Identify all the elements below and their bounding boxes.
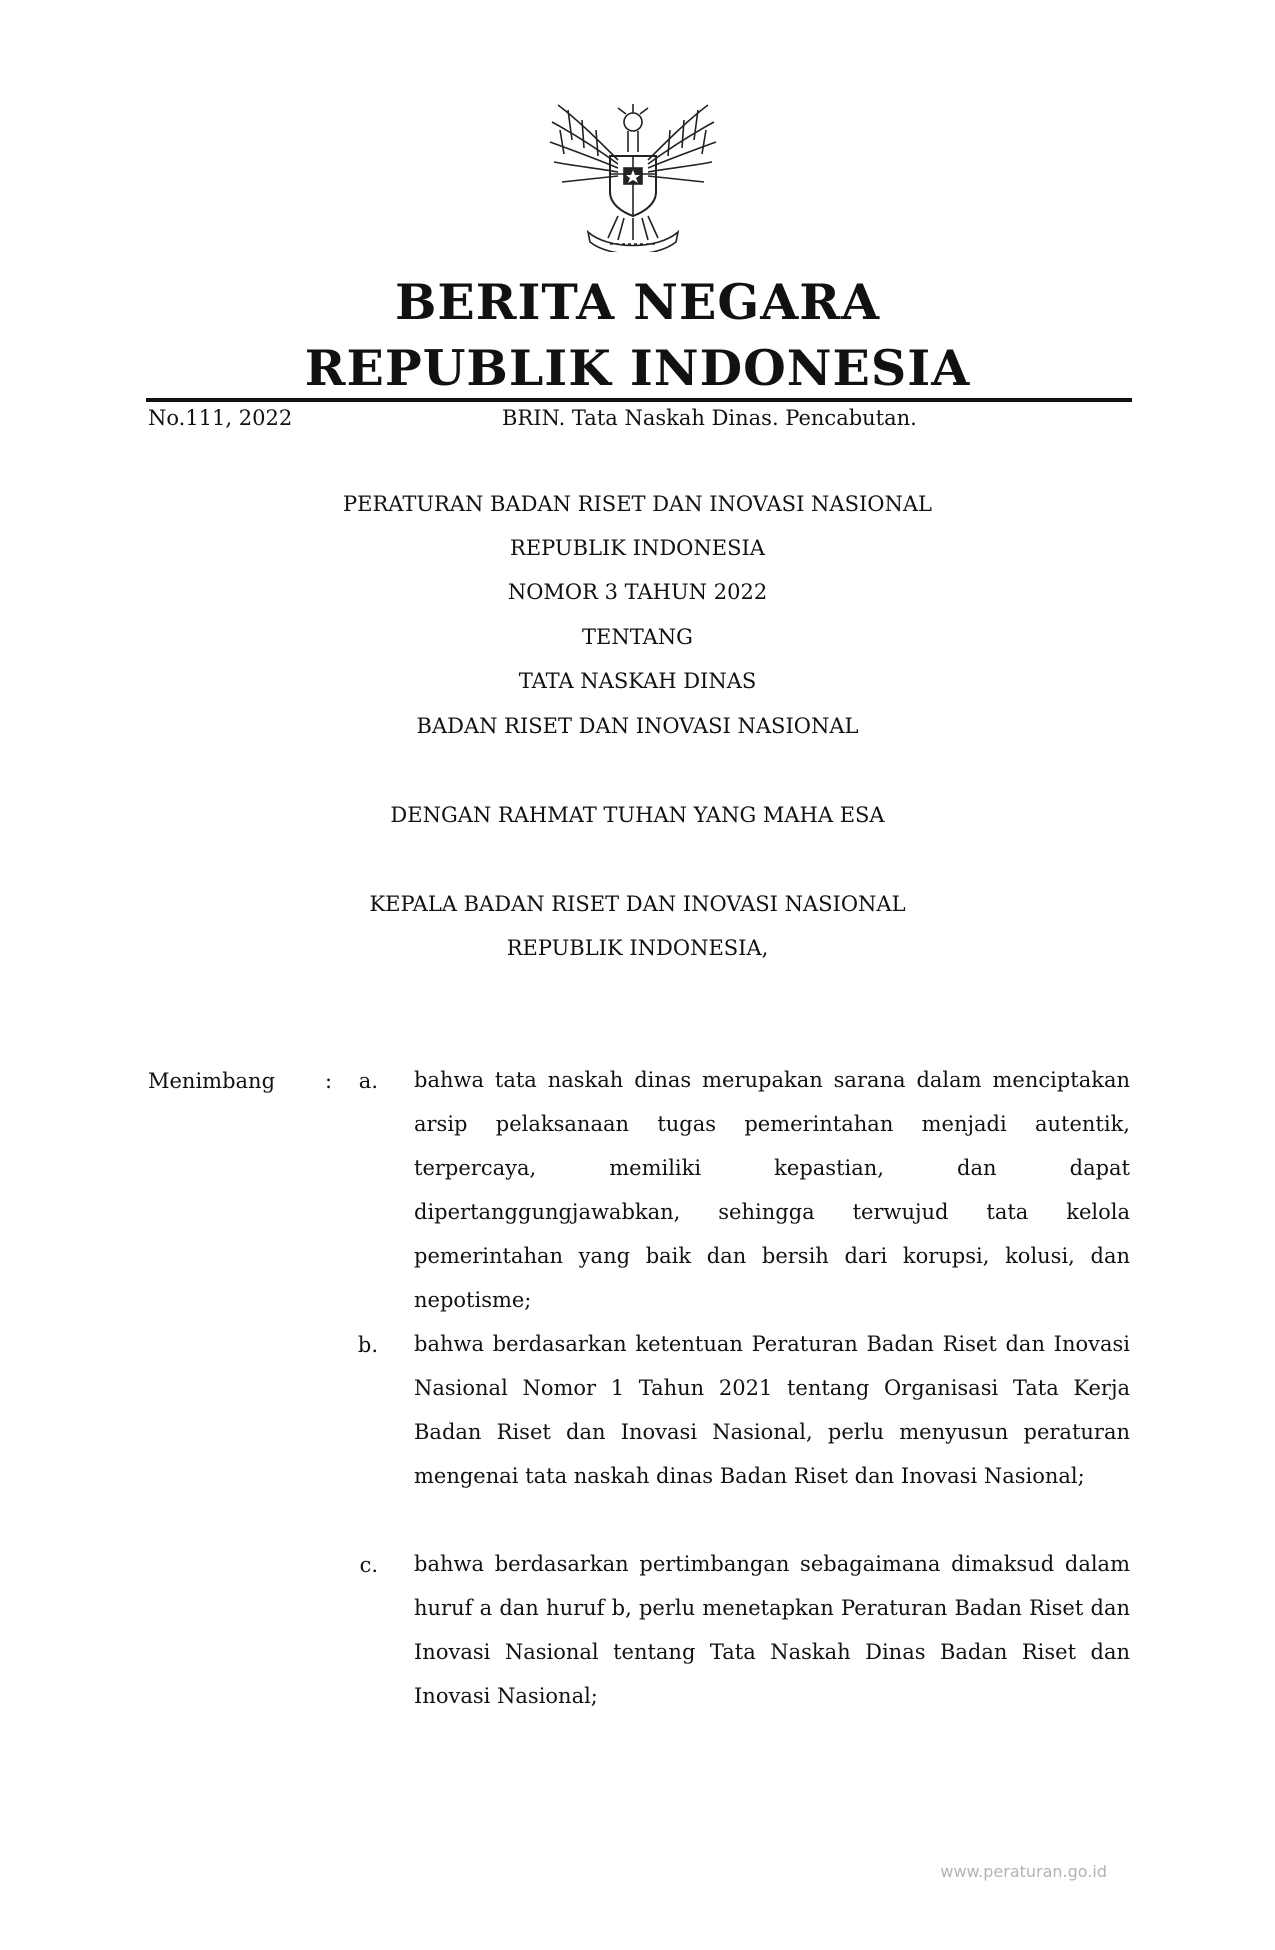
considerations-label: Menimbang [148,1069,276,1093]
masthead-title-line-1: BERITA NEGARA [394,273,880,331]
item-letter-b: b. [357,1333,378,1357]
item-letter-c: c. [359,1553,378,1577]
considerations-colon: : [325,1069,333,1093]
consideration-item-b: bahwa berdasarkan ketentuan Peraturan Badan Riset dan Inovasi Nasional Nomor 1 Tahun 2021 tentang Organisasi Tata Kerja Badan Riset dan Inovasi Nasional, perlu menyusun peraturan mengenai tata naskah dinas Badan Riset dan Inovasi Nasional; [414,1332,1130,1488]
regulation-title-line: REPUBLIK INDONESIA [510,536,765,560]
item-letter-a: a. [358,1069,378,1093]
regulation-title-line: TENTANG [582,625,693,649]
regulation-title-line: NOMOR 3 TAHUN 2022 [507,580,768,604]
publication-number: No.111, 2022 [148,406,293,430]
consideration-item-a: bahwa tata naskah dinas merupakan sarana dalam menciptakan arsip pelaksanaan tugas pemerintahan menjadi autentik, terpercaya, memiliki kepastian, dan dapat dipertanggungjawabkan, sehingga terwujud tata kelola pemerintahan yang baik dan bersih dari korupsi, kolusi, dan nepotisme; [414,1068,1130,1312]
consideration-item-c: bahwa berdasarkan pertimbangan sebagaimana dimaksud dalam huruf a dan huruf b, perlu menetapkan Peraturan Badan Riset dan Inovasi Nasional tentang Tata Naskah Dinas Badan Riset dan Inovasi Nasional; [414,1552,1130,1708]
garuda-emblem-icon [548,100,718,252]
authority-line: REPUBLIK INDONESIA, [506,936,769,960]
source-watermark: www.peraturan.go.id [940,1862,1107,1881]
masthead-divider [146,398,1132,402]
preamble: DENGAN RAHMAT TUHAN YANG MAHA ESA [390,803,885,827]
regulation-title-line: PERATURAN BADAN RISET DAN INOVASI NASIONAL [343,492,932,516]
authority-line: KEPALA BADAN RISET DAN INOVASI NASIONAL [369,892,906,916]
publication-topic: BRIN. Tata Naskah Dinas. Pencabutan. [502,406,917,430]
regulation-title-line: TATA NASKAH DINAS [518,669,757,693]
regulation-title-line: BADAN RISET DAN INOVASI NASIONAL [416,714,859,738]
masthead-title-line-2: REPUBLIK INDONESIA [304,339,971,397]
